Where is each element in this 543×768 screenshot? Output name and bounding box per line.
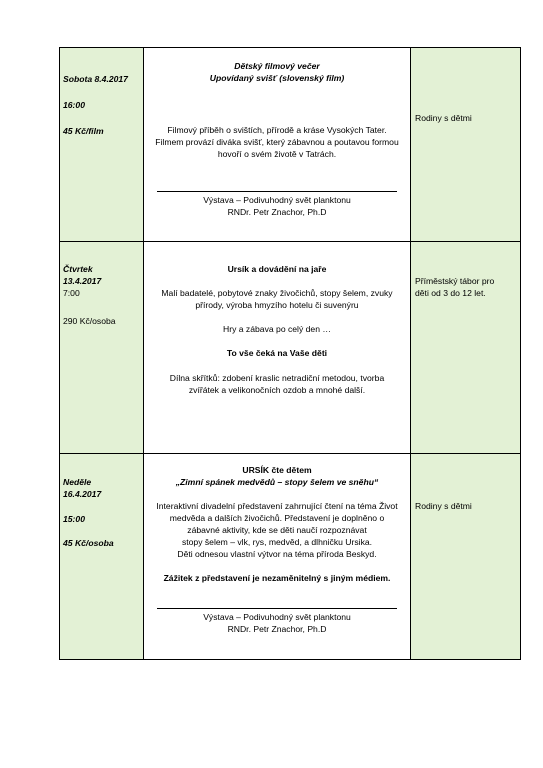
event-description-cell: [144, 454, 410, 659]
separator-line: [157, 191, 397, 192]
event-date-cell: [60, 48, 143, 241]
event-title: Dětský filmový večer: [234, 61, 320, 71]
event-date-cell: [60, 454, 143, 659]
event-audience: Rodiny s dětmi: [415, 501, 472, 511]
exhibition-author: RNDr. Petr Znachor, Ph.D: [227, 624, 327, 634]
event-audience: Rodiny s dětmi: [415, 113, 472, 123]
event-desc-line: Děti odnesou vlastní výtvor na téma příroda Beskyd.: [177, 549, 377, 559]
exhibition-title: Výstava – Podivuhodný svět planktonu: [203, 195, 351, 205]
event-desc-line: přírody, výroba hmyzího hotelu či suvenýru: [195, 300, 359, 310]
event-row: [60, 242, 520, 453]
event-desc-line: Filmový příběh o svištích, přírodě a kráse Vysokých Tater.: [167, 125, 387, 135]
separator-line: [157, 608, 397, 609]
event-highlight: To vše čeká na Vaše děti: [226, 348, 328, 358]
event-subtitle: Upovídaný svišť (slovenský film): [209, 73, 345, 83]
event-audience-line: Příměstský tábor pro: [415, 276, 495, 286]
event-price: 45 Kč/film: [63, 126, 104, 136]
event-workshop-line: Dílna skřítků: zdobení kraslic netradiční metodou, tvorba: [169, 373, 385, 383]
event-desc-line: Malí badatelé, pobytové znaky živočichů, stopy šelem, zvuky: [161, 288, 393, 298]
event-audience-cell: [411, 48, 520, 241]
event-desc-line: Interaktivní divadelní představení zahrnující čtení na téma Život: [156, 501, 398, 511]
event-description-cell: [144, 242, 410, 453]
event-date-cell: [60, 242, 143, 453]
event-audience-line: děti od 3 do 12 let.: [415, 288, 486, 298]
event-day: Čtvrtek: [63, 264, 93, 274]
event-highlight: Zážitek z představení je nezaměnitelný s jiným médiem.: [163, 573, 391, 583]
exhibition-title: Výstava – Podivuhodný svět planktonu: [203, 612, 351, 622]
event-desc-line: stopy šelem – vlk, rys, medvěd, a dlhničku Ursika.: [181, 537, 373, 547]
exhibition-author: RNDr. Petr Znachor, Ph.D: [227, 207, 327, 217]
event-subtitle: „Zimní spánek medvědů – stopy šelem ve sněhu“: [175, 477, 379, 487]
event-time: 7:00: [63, 288, 80, 298]
event-desc-line: hovoří o svém životě v Tatrách.: [217, 149, 337, 159]
event-workshop-line: zvířátek a velikonočních ozdob a mnohé další.: [188, 385, 366, 395]
event-audience-cell: [411, 242, 520, 453]
event-row: [60, 48, 520, 241]
event-price: 290 Kč/osoba: [63, 316, 116, 326]
event-row: [60, 454, 520, 659]
event-date: 13.4.2017: [63, 276, 102, 286]
event-desc-line: Filmem provází diváka svišť, který zábavnou a poutavou formou: [155, 137, 399, 147]
event-price: 45 Kč/osoba: [63, 538, 114, 548]
event-description-cell: [144, 48, 410, 241]
event-fun: Hry a zábava po celý den …: [223, 324, 331, 334]
event-desc-line: zábavné aktivity, kde se děti naučí rozpoznávat: [187, 525, 367, 535]
event-date: 16.4.2017: [63, 489, 102, 499]
event-date: Sobota 8.4.2017: [63, 74, 128, 84]
event-title: URSÍK čte dětem: [242, 465, 312, 475]
event-day: Neděle: [63, 477, 92, 487]
event-time: 15:00: [63, 514, 85, 524]
events-table: [59, 47, 521, 660]
event-desc-line: medvěda a dalších živočichů. Představení je doplněno o: [169, 513, 385, 523]
event-audience-cell: [411, 454, 520, 659]
event-title: Ursík a dovádění na jaře: [227, 264, 327, 274]
event-time: 16:00: [63, 100, 85, 110]
